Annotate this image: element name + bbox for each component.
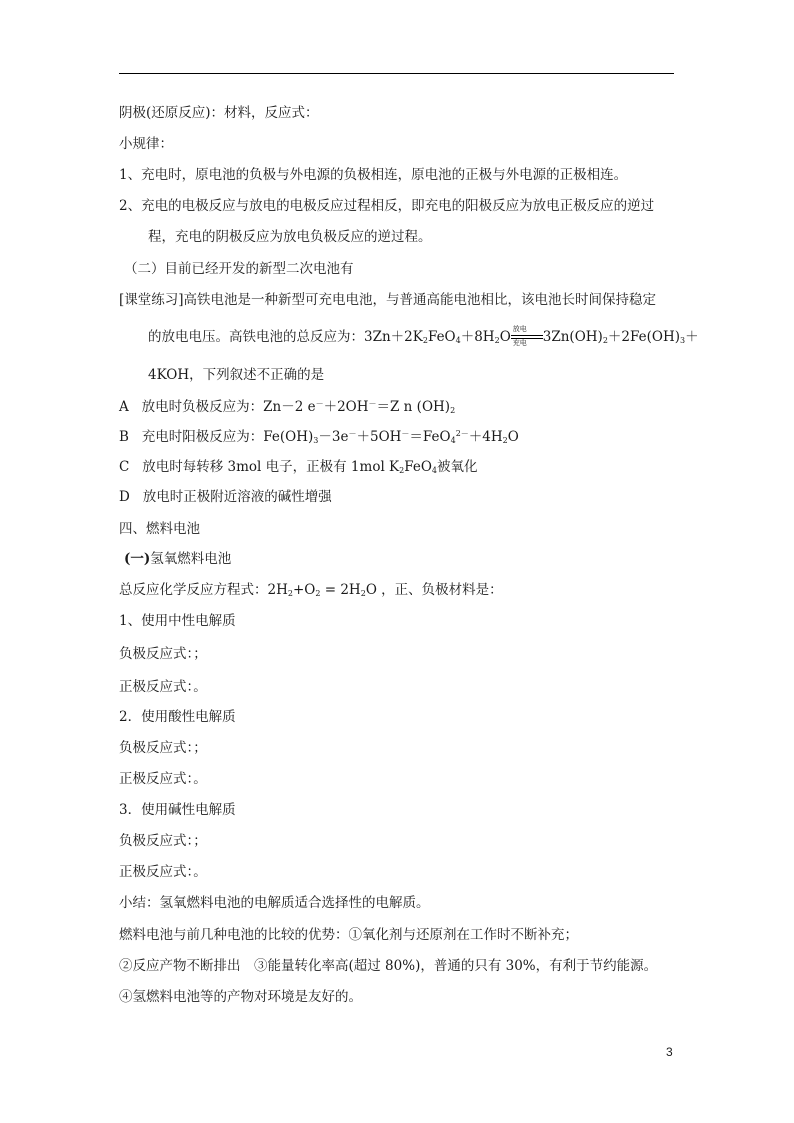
advantages-intro: 燃料电池与前几种电池的比较的优势：①氧化剂与还原剂在工作时不断补充； <box>119 927 578 943</box>
section-new-batteries: （二）目前已经开发的新型二次电池有 <box>124 261 354 277</box>
sub: 4 <box>431 466 438 475</box>
sup: － <box>368 399 377 408</box>
option-text: ＋5OH <box>356 429 402 445</box>
eq-water: ＋8H <box>460 329 495 345</box>
eq-sub: 2 <box>494 336 500 345</box>
sub: 2 <box>450 406 456 415</box>
acid-positive: 正极反应式：。 <box>119 771 207 787</box>
exercise-question: 4KOH，下列叙述不正确的是 <box>148 367 325 383</box>
eq-prod2: ＋2Fe(OH) <box>607 329 680 345</box>
sub: 2 <box>360 589 366 598</box>
total-equation-line <box>119 581 503 599</box>
eq-sub: 2 <box>422 336 428 345</box>
arrow-top-label: 放电 <box>512 325 527 333</box>
acid-heading: 2．使用酸性电解质 <box>119 709 236 725</box>
option-c <box>119 458 478 476</box>
arrow-bottom-label: 充电 <box>512 339 527 347</box>
eq-text: +O <box>292 582 316 598</box>
neutral-heading: 1、使用中性电解质 <box>119 613 236 629</box>
advantages-2-3: ②反应产物不断排出 ③能量转化率高(超过 80%)，普通的只有 30%，有利于节约能源。 <box>119 958 658 974</box>
base-negative: 负极反应式：； <box>119 833 207 849</box>
option-a <box>119 398 455 416</box>
rule-2: 2、充电的电极反应与放电的电极反应过程相反，即充电的阳极反应为放电正极反应的逆过 <box>119 198 655 214</box>
section-fuel-cells: 四、燃料电池 <box>119 521 200 537</box>
eq-text: 总反应化学反应方程式：2H <box>119 582 288 598</box>
base-positive: 正极反应式：。 <box>119 864 207 880</box>
sub: 2 <box>315 589 321 598</box>
rule-1: 1、充电时，原电池的负极与外电源的负极相连，原电池的正极与外电源的正极相连。 <box>119 167 628 183</box>
sup: 2－ <box>455 429 469 438</box>
eq-o: O <box>499 329 511 345</box>
header-rule <box>119 73 674 74</box>
option-letter: A <box>119 399 129 415</box>
subsection-number: (一) <box>124 551 151 567</box>
exercise-intro: [课堂练习]高铁电池是一种新型可充电电池，与普通高能电池相比，该电池长时间保持稳定 <box>119 292 657 308</box>
eq-text: = 2H <box>320 582 361 598</box>
eq-sub: 2 <box>602 336 608 345</box>
option-letter: D <box>119 489 130 505</box>
option-text: 放电时负极反应为：Zn－2 e <box>141 399 316 415</box>
sup: － <box>315 399 324 408</box>
eq-sub: 3 <box>680 336 686 345</box>
sub: 2 <box>287 589 293 598</box>
neutral-negative: 负极反应式：； <box>119 646 207 662</box>
eq-prod1: 3Zn(OH) <box>542 329 603 345</box>
reversible-arrow-icon <box>511 325 543 347</box>
summary: 小结：氢氧燃料电池的电解质适合选择性的电解质。 <box>119 895 430 911</box>
cathode-line: 阴极(还原反应)：材料，反应式： <box>119 105 319 121</box>
sub: 2 <box>502 436 508 445</box>
option-text: FeO <box>404 459 432 475</box>
advantages-4: ④氢燃料电池等的产物对环境是友好的。 <box>119 989 362 1005</box>
option-letter: C <box>119 459 130 475</box>
subsection-h2o2 <box>124 550 231 568</box>
eq-feo: FeO <box>427 329 456 345</box>
sup: － <box>401 429 410 438</box>
sub: 2 <box>399 466 405 475</box>
option-text: 充电时阳极反应为：Fe(OH) <box>141 429 314 445</box>
page-number: 3 <box>666 1045 673 1059</box>
acid-negative: 负极反应式：； <box>119 740 207 756</box>
sub: 4 <box>450 436 456 445</box>
subsection-title: 氢氧燃料电池 <box>150 551 232 567</box>
exercise-text: 的放电电压。高铁电池的总反应为： <box>148 329 364 345</box>
base-heading: 3．使用碱性电解质 <box>119 802 236 818</box>
eq-reactants: 3Zn＋2K <box>364 329 423 345</box>
rule-2-cont: 程，充电的阴极反应为放电负极反应的逆过程。 <box>148 229 432 245</box>
exercise-equation-line <box>148 325 699 347</box>
option-text: ＝Z n (OH) <box>376 399 451 415</box>
option-d <box>119 488 332 506</box>
neutral-positive: 正极反应式：。 <box>119 679 207 695</box>
option-text: 放电时每转移 3mol 电子，正极有 1mol K <box>142 459 400 475</box>
option-text: ＋4H <box>468 429 503 445</box>
option-b <box>119 428 519 446</box>
option-text: O <box>507 429 519 445</box>
option-text: ＝FeO <box>409 429 451 445</box>
option-text: 被氧化 <box>437 459 478 475</box>
sup: － <box>348 429 357 438</box>
option-letter: B <box>119 429 129 445</box>
option-text: 放电时正极附近溶液的碱性增强 <box>142 489 332 505</box>
eq-sub: 4 <box>455 336 461 345</box>
eq-text: O ，正、负极材料是： <box>365 582 503 598</box>
sub: 3 <box>313 436 319 445</box>
option-text: ＋2OH <box>323 399 369 415</box>
rule-heading: 小规律： <box>119 136 173 152</box>
eq-tail: ＋ <box>685 329 699 345</box>
option-text: －3e <box>318 429 349 445</box>
